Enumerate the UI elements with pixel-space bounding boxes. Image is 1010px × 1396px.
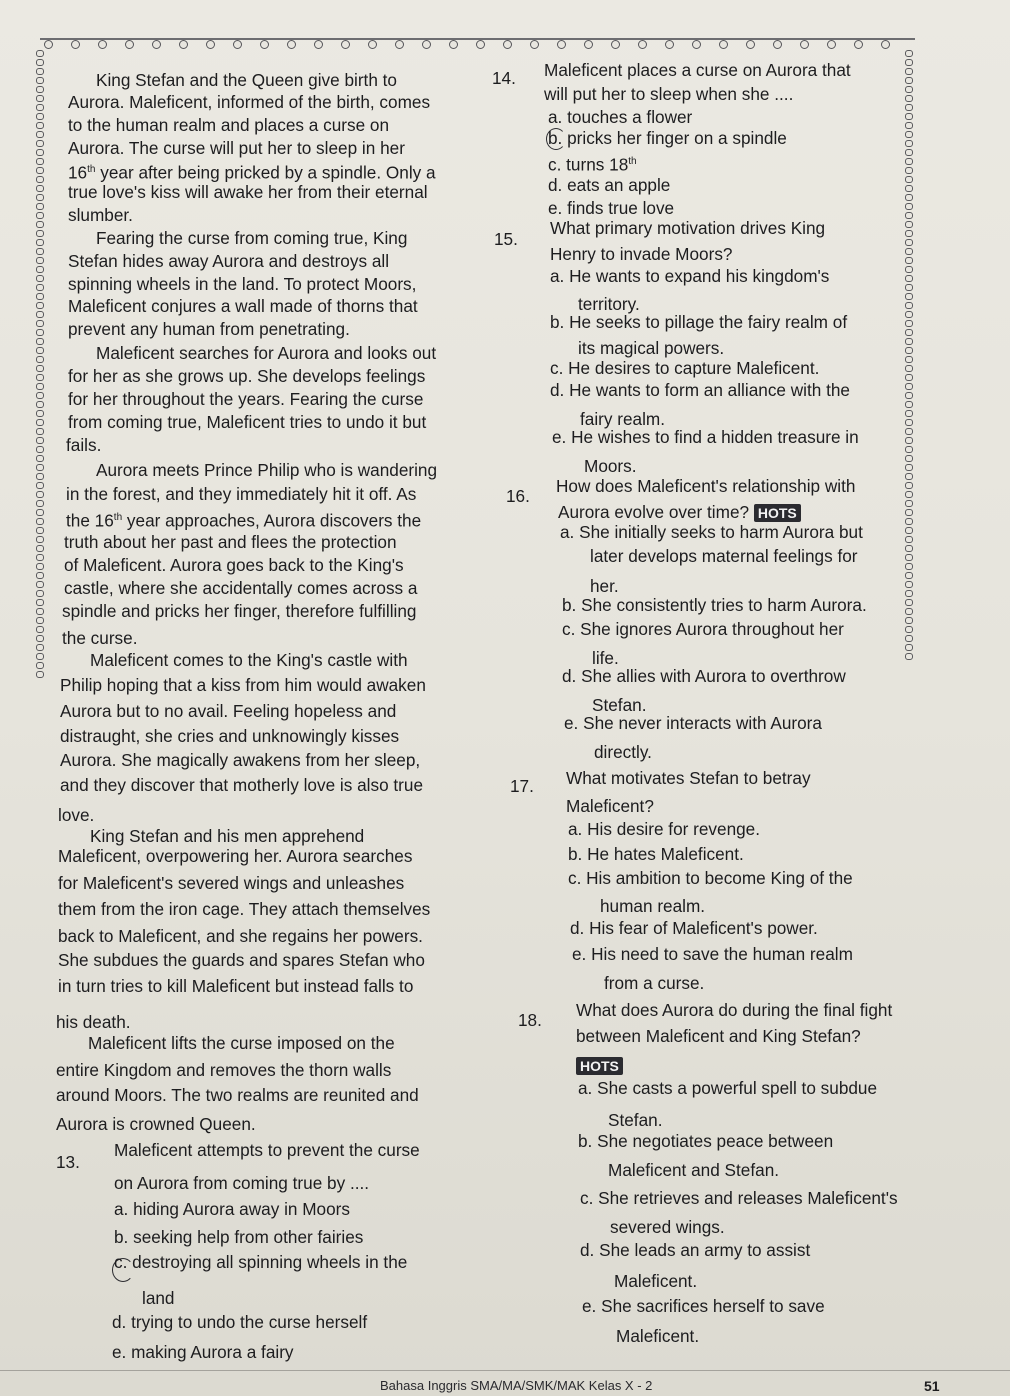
border-ring	[905, 500, 913, 507]
answer-option: from a curse.	[604, 973, 705, 993]
border-ring	[905, 617, 913, 624]
story-line: and they discover that motherly love is also true	[60, 775, 424, 795]
answer-option: severed wings.	[610, 1217, 725, 1237]
border-ring	[36, 104, 44, 111]
border-ring	[905, 347, 913, 354]
question-number: 17.	[510, 776, 534, 796]
story-line: Aurora but to no avail. Feeling hopeless and	[60, 701, 397, 721]
answer-option[interactable]: e. She never interacts with Aurora	[564, 713, 822, 733]
story-line: them from the iron cage. They attach themselves	[58, 899, 431, 919]
border-ring	[36, 590, 44, 597]
border-ring	[905, 581, 913, 588]
border-ring	[905, 284, 913, 291]
border-ring	[36, 536, 44, 543]
question-stem	[558, 502, 801, 522]
border-dot	[638, 40, 647, 49]
border-ring	[36, 500, 44, 507]
border-ring	[905, 257, 913, 264]
hots-badge: HOTS	[576, 1057, 623, 1075]
border-ring	[905, 509, 913, 516]
border-dot	[611, 40, 620, 49]
border-ring	[36, 419, 44, 426]
border-dot	[422, 40, 431, 49]
border-ring	[36, 140, 44, 147]
question-stem: Maleficent places a curse on Aurora that	[544, 60, 851, 80]
story-line: for her throughout the years. Fearing the curse	[68, 389, 424, 409]
border-ring	[36, 347, 44, 354]
border-ring	[36, 599, 44, 606]
ordinal-suffix: th	[113, 512, 123, 523]
border-ring	[905, 311, 913, 318]
border-ring	[36, 158, 44, 165]
border-ring	[905, 230, 913, 237]
story-line: Aurora. The curse will put her to sleep in her	[68, 138, 405, 158]
border-dot	[314, 40, 323, 49]
answer-option[interactable]: b. seeking help from other fairies	[114, 1227, 364, 1247]
answer-option[interactable]: d. His fear of Maleficent's power.	[570, 918, 818, 938]
answer-option[interactable]: e. making Aurora a fairy	[112, 1342, 294, 1362]
border-ring	[36, 212, 44, 219]
border-dot	[260, 40, 269, 49]
border-ring	[905, 365, 913, 372]
hots-badge: HOTS	[754, 504, 801, 522]
story-line: spinning wheels in the land. To protect Moors,	[68, 274, 417, 294]
border-ring	[36, 653, 44, 660]
border-ring	[36, 77, 44, 84]
border-ring	[36, 455, 44, 462]
answer-option[interactable]: d. eats an apple	[548, 175, 671, 195]
border-ring	[36, 509, 44, 516]
border-ring	[905, 275, 913, 282]
question-stem: between Maleficent and King Stefan?	[576, 1026, 861, 1046]
answer-option[interactable]: e. His need to save the human realm	[572, 944, 853, 964]
border-dot	[584, 40, 593, 49]
decorative-border-right	[905, 50, 915, 670]
border-ring	[905, 158, 913, 165]
border-dot	[449, 40, 458, 49]
border-ring	[905, 590, 913, 597]
question-stem: How does Maleficent's relationship with	[556, 476, 856, 496]
border-dot	[71, 40, 80, 49]
answer-option[interactable]: b. pricks her finger on a spindle	[548, 128, 787, 148]
border-ring	[905, 482, 913, 489]
border-dot	[287, 40, 296, 49]
footer-title: Bahasa Inggris SMA/MA/SMK/MAK Kelas X - 2	[380, 1378, 653, 1393]
answer-option: human realm.	[600, 896, 706, 916]
border-ring	[905, 338, 913, 345]
border-ring	[905, 293, 913, 300]
border-ring	[905, 572, 913, 579]
answer-option[interactable]: e. He wishes to find a hidden treasure in	[552, 427, 859, 447]
answer-option: land	[142, 1288, 175, 1308]
story-line: prevent any human from penetrating.	[68, 319, 350, 339]
story-line: love.	[58, 805, 95, 825]
border-ring	[905, 59, 913, 66]
border-dot	[665, 40, 674, 49]
border-ring	[36, 86, 44, 93]
border-ring	[36, 248, 44, 255]
border-ring	[36, 527, 44, 534]
border-ring	[905, 68, 913, 75]
border-ring	[905, 428, 913, 435]
border-ring	[905, 239, 913, 246]
answer-option: Stefan.	[592, 695, 647, 715]
border-dot	[692, 40, 701, 49]
story-line: his death.	[56, 1012, 131, 1032]
border-ring	[905, 608, 913, 615]
border-ring	[36, 392, 44, 399]
answer-option[interactable]: e. She sacrifices herself to save	[582, 1296, 825, 1316]
border-ring	[905, 473, 913, 480]
border-ring	[905, 437, 913, 444]
question-stem: on Aurora from coming true by ....	[114, 1173, 370, 1193]
footer-divider	[0, 1370, 1010, 1371]
border-ring	[905, 212, 913, 219]
answer-option[interactable]: b. She negotiates peace between	[578, 1131, 834, 1151]
story-line: Maleficent comes to the King's castle with	[90, 650, 408, 670]
answer-option[interactable]: a. She initially seeks to harm Aurora but	[560, 522, 863, 542]
story-line: 16th year after being pricked by a spindle. Only a	[68, 162, 436, 183]
border-dot	[44, 40, 53, 49]
border-ring	[905, 95, 913, 102]
border-ring	[36, 383, 44, 390]
question-stem: What primary motivation drives King	[550, 218, 826, 238]
border-ring	[36, 293, 44, 300]
border-ring	[36, 554, 44, 561]
border-ring	[905, 320, 913, 327]
question-stem: Maleficent?	[566, 796, 654, 816]
border-ring	[36, 356, 44, 363]
story-line: Maleficent lifts the curse imposed on the	[88, 1033, 395, 1053]
story-line: in turn tries to kill Maleficent but instead falls to	[58, 976, 414, 996]
answer-option: fairy realm.	[580, 409, 665, 429]
border-ring	[36, 302, 44, 309]
answer-option[interactable]: d. She leads an army to assist	[580, 1240, 811, 1260]
border-ring	[36, 59, 44, 66]
border-ring	[36, 374, 44, 381]
border-ring	[905, 599, 913, 606]
story-line: spindle and pricks her finger, therefore fulfilling	[62, 601, 417, 621]
answer-option: directly.	[594, 742, 652, 762]
story-line: Maleficent conjures a wall made of thorns that	[68, 296, 418, 316]
page-number: 51	[924, 1378, 940, 1394]
border-ring	[36, 365, 44, 372]
border-ring	[905, 491, 913, 498]
question-number: 18.	[518, 1010, 542, 1030]
border-ring	[905, 329, 913, 336]
answer-option[interactable]: d. trying to undo the curse herself	[112, 1312, 368, 1332]
answer-option[interactable]: a. hiding Aurora away in Moors	[114, 1199, 350, 1219]
border-ring	[905, 356, 913, 363]
story-line: entire Kingdom and removes the thorn walls	[56, 1060, 392, 1080]
border-ring	[905, 131, 913, 138]
border-ring	[36, 311, 44, 318]
border-dot	[773, 40, 782, 49]
border-ring	[905, 248, 913, 255]
border-dot	[125, 40, 134, 49]
story-line: the curse.	[62, 628, 138, 648]
answer-option: territory.	[578, 294, 640, 314]
border-ring	[905, 464, 913, 471]
border-ring	[36, 608, 44, 615]
border-ring	[36, 572, 44, 579]
story-line: fails.	[66, 435, 102, 455]
border-ring	[36, 563, 44, 570]
answer-option[interactable]: c. turns 18th	[548, 154, 637, 175]
story-line: castle, where she accidentally comes across a	[64, 578, 418, 598]
border-ring	[905, 302, 913, 309]
story-line: for her as she grows up. She develops feelings	[68, 366, 426, 386]
question-stem: What motivates Stefan to betray	[566, 768, 811, 788]
border-ring	[36, 410, 44, 417]
border-ring	[36, 257, 44, 264]
border-ring	[905, 50, 913, 57]
answer-option[interactable]: a. touches a flower	[548, 107, 693, 127]
border-ring	[905, 149, 913, 156]
answer-option[interactable]: d. She allies with Aurora to overthrow	[562, 666, 846, 686]
ordinal-suffix: th	[628, 156, 637, 167]
question-number: 15.	[494, 229, 518, 249]
border-ring	[36, 185, 44, 192]
border-ring	[905, 536, 913, 543]
border-ring	[905, 401, 913, 408]
border-ring	[36, 167, 44, 174]
border-dot	[179, 40, 188, 49]
answer-option: her.	[590, 576, 619, 596]
border-ring	[36, 401, 44, 408]
border-ring	[905, 410, 913, 417]
border-ring	[905, 140, 913, 147]
answer-option[interactable]: a. His desire for revenge.	[568, 819, 761, 839]
answer-option[interactable]: c. He desires to capture Maleficent.	[550, 358, 820, 378]
story-line: of Maleficent. Aurora goes back to the King's	[64, 555, 404, 575]
border-ring	[36, 662, 44, 669]
question-number: 14.	[492, 68, 516, 88]
answer-option[interactable]: c. She ignores Aurora throughout her	[562, 619, 844, 639]
border-ring	[36, 473, 44, 480]
question-stem: Maleficent attempts to prevent the curse	[114, 1140, 420, 1160]
story-line: Aurora is crowned Queen.	[56, 1114, 256, 1134]
border-ring	[36, 221, 44, 228]
story-line: Maleficent, overpowering her. Aurora searches	[58, 846, 413, 866]
border-ring	[36, 518, 44, 525]
border-ring	[905, 113, 913, 120]
border-ring	[36, 122, 44, 129]
answer-option[interactable]: a. She casts a powerful spell to subdue	[578, 1078, 878, 1098]
answer-option: its magical powers.	[578, 338, 725, 358]
border-ring	[36, 68, 44, 75]
border-ring	[36, 230, 44, 237]
border-dot	[368, 40, 377, 49]
question-stem-text: Aurora evolve over time?	[558, 502, 750, 522]
border-ring	[905, 626, 913, 633]
border-ring	[905, 455, 913, 462]
answer-option[interactable]: c. She retrieves and releases Maleficent's	[580, 1188, 898, 1208]
answer-option: Maleficent.	[616, 1326, 700, 1346]
border-ring	[905, 104, 913, 111]
answer-option: Maleficent and Stefan.	[608, 1160, 780, 1180]
border-ring	[36, 329, 44, 336]
border-dot	[395, 40, 404, 49]
question-number: 16.	[506, 486, 530, 506]
border-dot	[98, 40, 107, 49]
story-line: distraught, she cries and unknowingly kisses	[60, 726, 400, 746]
answer-option[interactable]: e. finds true love	[548, 198, 675, 218]
border-ring	[905, 77, 913, 84]
border-ring	[905, 563, 913, 570]
border-ring	[905, 527, 913, 534]
story-line: Philip hoping that a kiss from him would awaken	[60, 675, 426, 695]
border-ring	[36, 149, 44, 156]
border-ring	[36, 194, 44, 201]
border-ring	[36, 446, 44, 453]
question-stem: will put her to sleep when she ....	[544, 84, 794, 104]
decorative-border-left	[36, 50, 42, 680]
border-ring	[36, 644, 44, 651]
question-number: 13.	[56, 1152, 80, 1172]
story-line: Aurora meets Prince Philip who is wandering	[96, 460, 438, 480]
story-line: She subdues the guards and spares Stefan who	[58, 950, 425, 970]
story-line: Aurora. Maleficent, informed of the birth, comes	[68, 92, 431, 112]
border-ring	[905, 446, 913, 453]
story-line: around Moors. The two realms are reunited and	[56, 1085, 419, 1105]
border-dot	[341, 40, 350, 49]
answer-option: Maleficent.	[614, 1271, 698, 1291]
story-line: truth about her past and flees the protection	[64, 532, 397, 552]
border-dot	[152, 40, 161, 49]
story-line: slumber.	[68, 205, 133, 225]
border-ring	[36, 482, 44, 489]
border-ring	[905, 194, 913, 201]
story-line: Aurora. She magically awakens from her sleep,	[60, 750, 421, 770]
border-ring	[905, 266, 913, 273]
border-ring	[36, 671, 44, 678]
border-ring	[36, 284, 44, 291]
border-ring	[905, 221, 913, 228]
border-ring	[905, 635, 913, 642]
border-ring	[905, 122, 913, 129]
hots-line	[576, 1055, 623, 1075]
story-line: Fearing the curse from coming true, King	[96, 228, 408, 248]
border-ring	[36, 131, 44, 138]
answer-option[interactable]: c. destroying all spinning wheels in the	[114, 1252, 408, 1272]
border-dot	[854, 40, 863, 49]
border-ring	[905, 554, 913, 561]
story-line: Maleficent searches for Aurora and looks out	[96, 343, 437, 363]
answer-option[interactable]: c. His ambition to become King of the	[568, 868, 853, 888]
border-ring	[905, 383, 913, 390]
border-dot	[827, 40, 836, 49]
border-dot	[476, 40, 485, 49]
border-ring	[36, 176, 44, 183]
border-dot	[800, 40, 809, 49]
border-dot	[746, 40, 755, 49]
border-ring	[905, 176, 913, 183]
border-ring	[905, 203, 913, 210]
border-ring	[36, 635, 44, 642]
answer-option: Stefan.	[608, 1110, 663, 1130]
story-line: back to Maleficent, and she regains her powers.	[58, 926, 423, 946]
border-ring	[905, 167, 913, 174]
story-line: true love's kiss will awake her from their eternal	[68, 182, 428, 202]
border-ring	[36, 50, 44, 57]
border-ring	[905, 518, 913, 525]
border-ring	[36, 545, 44, 552]
border-ring	[36, 113, 44, 120]
border-dot	[719, 40, 728, 49]
answer-option[interactable]: b. He hates Maleficent.	[568, 844, 744, 864]
answer-option[interactable]: a. He wants to expand his kingdom's	[550, 266, 830, 286]
border-ring	[36, 626, 44, 633]
answer-option[interactable]: d. He wants to form an alliance with the	[550, 380, 850, 400]
border-ring	[36, 275, 44, 282]
border-ring	[36, 338, 44, 345]
border-ring	[905, 185, 913, 192]
story-line: the 16th year approaches, Aurora discovers the	[66, 510, 422, 531]
border-ring	[36, 428, 44, 435]
border-dot	[881, 40, 890, 49]
border-ring	[905, 392, 913, 399]
border-ring	[36, 239, 44, 246]
border-dot	[206, 40, 215, 49]
border-ring	[36, 203, 44, 210]
border-ring	[905, 644, 913, 651]
border-ring	[36, 464, 44, 471]
story-line: King Stefan and his men apprehend	[90, 826, 365, 846]
story-line: King Stefan and the Queen give birth to	[96, 70, 397, 90]
border-ring	[36, 320, 44, 327]
story-line: in the forest, and they immediately hit it off. As	[66, 484, 417, 504]
border-dot	[557, 40, 566, 49]
question-stem: Henry to invade Moors?	[550, 244, 733, 264]
border-dot	[530, 40, 539, 49]
story-line: to the human realm and places a curse on	[68, 115, 390, 135]
border-ring	[36, 437, 44, 444]
border-ring	[905, 374, 913, 381]
border-ring	[36, 266, 44, 273]
border-ring	[36, 581, 44, 588]
answer-option[interactable]: b. She consistently tries to harm Aurora.	[562, 595, 867, 615]
answer-option: later develops maternal feelings for	[590, 546, 858, 566]
border-ring	[36, 95, 44, 102]
answer-option: life.	[592, 648, 619, 668]
answer-option: Moors.	[584, 456, 637, 476]
answer-option[interactable]: b. He seeks to pillage the fairy realm of	[550, 312, 848, 332]
story-line: from coming true, Maleficent tries to undo it but	[68, 412, 427, 432]
border-ring	[905, 86, 913, 93]
story-line: Stefan hides away Aurora and destroys all	[68, 251, 390, 271]
question-stem: What does Aurora do during the final fight	[576, 1000, 893, 1020]
border-ring	[36, 491, 44, 498]
border-dot	[503, 40, 512, 49]
border-ring	[36, 617, 44, 624]
border-ring	[905, 419, 913, 426]
border-ring	[905, 545, 913, 552]
story-line: for Maleficent's severed wings and unleashes	[58, 873, 405, 893]
ordinal-suffix: th	[87, 164, 96, 175]
border-ring	[905, 653, 913, 660]
border-dot	[233, 40, 242, 49]
